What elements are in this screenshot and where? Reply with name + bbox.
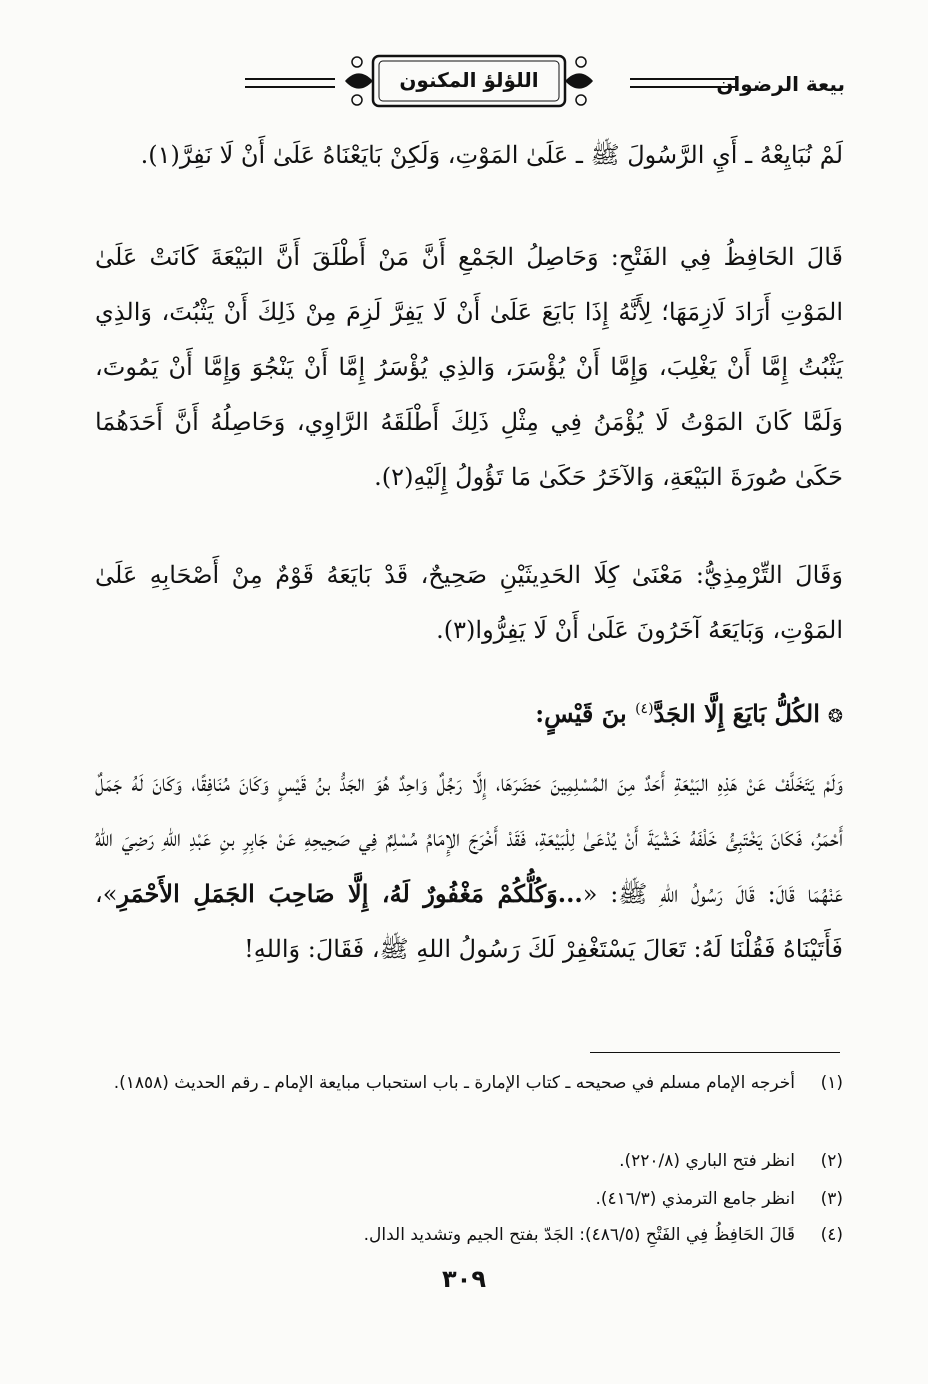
paragraph-5-part-a: وَلَمْ يَتَخَلَّفْ عَنْ هَذِهِ البَيْعَةِ أَحَدٌ مِنَ المُسْلِمِينَ حَضَرَهَا، إِلَّا رَجُلٌ وَاحِدٌ هُوَ الجَدُّ بنُ قَيْسٍ وَكَانَ مُنَافِقًا، وَكَانَ لَهُ جَمَلٌ أَحْمَرُ، فَكَانَ يَخْتَبِئُ خَلْفَهُ خَشْيَةَ أَنْ يُدْعَىٰ لِلْبَيْعَةِ، فَقَدْ أَخْرَجَ الإِمَامُ مُسْلِمٌ فِي صَحِيحِهِ عَنْ جَابِرِ بنِ عَبْدِ اللهِ رَضِيَ اللهُ عَنْهُمَا قَالَ: قَالَ رَسُولُ اللهِ ﷺ: « [95,769,844,908]
paragraph-3: وَقَالَ التِّرْمِذِيُّ: مَعْنَىٰ كِلَا الحَدِيثَيْنِ صَحِيحٌ، قَدْ بَايَعَهُ قَوْمٌ مِنْ أَصْحَابِهِ عَلَىٰ المَوْتِ، وَبَايَعَهُ آخَرُونَ عَلَىٰ أَنْ لَا يَفِرُّوا(٣). [95,561,843,644]
hadith-quote: ...وَكُلُّكُمْ مَغْفُورٌ لَهُ، إِلَّا صَاحِبَ الجَمَلِ الأَحْمَرِ [117,879,583,908]
paragraph-2: قَالَ الحَافِظُ فِي الفَتْحِ: وَحَاصِلُ الجَمْعِ أَنَّ مَنْ أَطْلَقَ أَنَّ البَيْعَةَ كَانَتْ عَلَىٰ المَوْتِ أَرَادَ لَازِمَهَا؛ لِأَنَّهُ إِذَا بَايَعَ عَلَىٰ أَنْ لَا يَفِرَّ لَزِمَ مِنْ ذَلِكَ أَنْ يَثْبُتَ، وَالذِي يَثْبُتُ إِمَّا أَنْ يَغْلِبَ، وَإِمَّا أَنْ يُؤْسَرَ، وَالذِي يُؤْسَرُ إِمَّا أَنْ يَنْجُوَ وَإِمَّا أَنْ يَمُوتَ، وَلَمَّا كَانَ المَوْتُ لَا يُؤْمَنُ فِي مِثْلِ ذَلِكَ أَطْلَقَهُ الرَّاوِي، وَحَاصِلُهُ أَنَّ أَحَدَهُمَا حَكَىٰ صُورَةَ البَيْعَةِ، وَالآخَرُ حَكَىٰ مَا تَؤُولُ إِلَيْهِ(٢). [95,243,843,491]
footnote-2-number: (٢) [820,1151,843,1171]
paragraph-5-part-c: »، فَأَتَيْنَاهُ فَقُلْنَا لَهُ: تَعَالَ يَسْتَغْفِرْ لَكَ رَسُولُ اللهِ ﷺ، فَقَالَ: وَاللهِ! [95,880,843,963]
heading-bold-text: الكُلُّ بَايَعَ إِلَّا الجَدَّ [653,699,820,728]
header-rule-left [245,78,335,88]
footnote-3 [95,1182,843,1216]
book-title-cartouche [343,48,595,114]
chapter-title: بيعة الرضوان [716,72,845,96]
footnote-4 [95,1218,843,1252]
footnote-divider [590,1052,840,1053]
footnote-1-number: (١) [820,1073,843,1093]
footnote-3-text: انظر جامع الترمذي (٤١٦/٣). [595,1189,795,1209]
footnote-1 [95,1066,843,1100]
footnote-4-text: قَالَ الحَافِظُ فِي الفَتْحِ (٤٨٦/٥): الجَدّ بفتح الجيم وتشديد الدال. [363,1225,795,1245]
page-number: ٣٠٩ [442,1265,486,1293]
footnote-2 [95,1144,843,1178]
ornament-bullet-icon: ❂ [827,706,843,727]
book-title: اللؤلؤ المكنون [399,68,539,92]
paragraph-1: لَمْ نُبَايِعْهُ ـ أَيِ الرَّسُولَ ﷺ ـ عَلَىٰ المَوْتِ، وَلَكِنْ بَايَعْنَاهُ عَلَىٰ أَنْ لَا نَفِرَّ(١). [140,141,843,169]
running-header [95,48,845,128]
footnote-4-number: (٤) [820,1225,843,1245]
footnote-1-text: أخرجه الإمام مسلم في صحيحه ـ كتاب الإمارة ـ باب استحباب مبايعة الإمام ـ رقم الحديث (١٨٥٨). [113,1073,795,1093]
heading-footnote-ref: (٤) [635,701,654,717]
footnote-2-text: انظر فتح الباري (٢٢٠/٨). [619,1151,795,1171]
footnote-3-number: (٣) [820,1189,843,1209]
paragraph-5 [95,756,843,977]
header-rule-right [630,78,735,88]
heading-rest: بنَ قَيْسٍ: [535,699,636,728]
section-heading [95,682,843,744]
